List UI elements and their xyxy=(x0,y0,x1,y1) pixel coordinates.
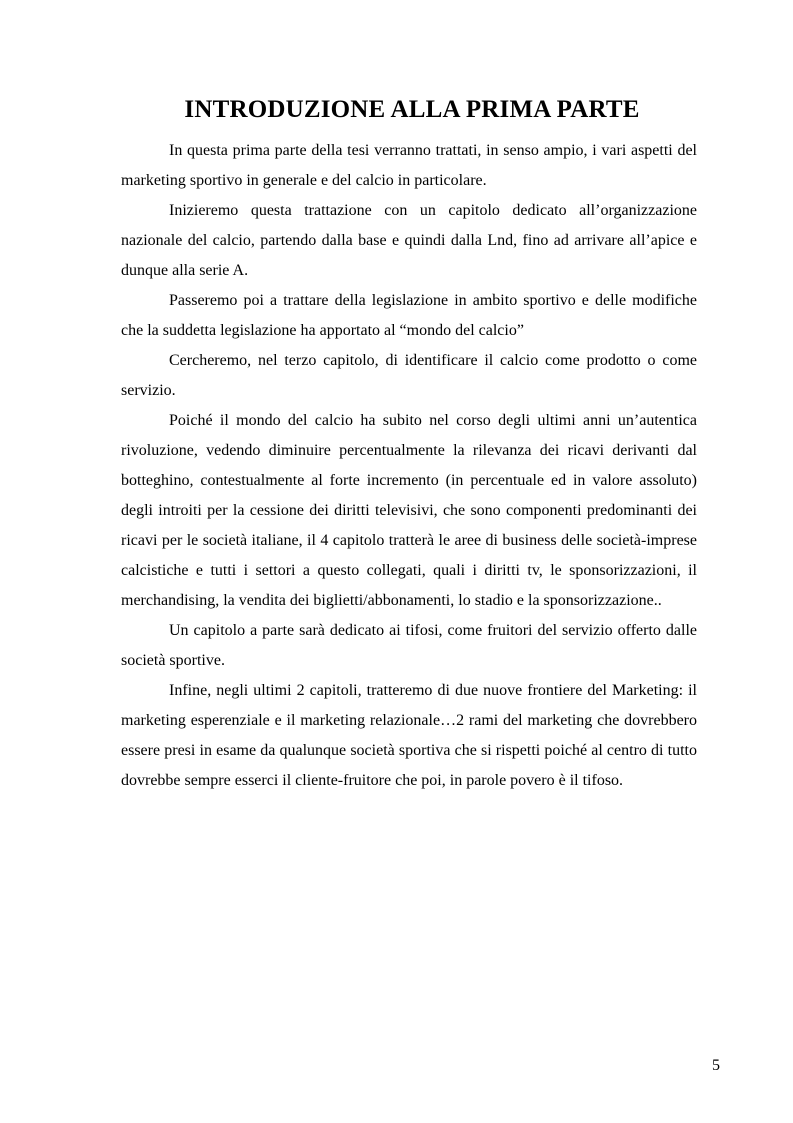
paragraph: Cercheremo, nel terzo capitolo, di identificare il calcio come prodotto o come servizio. xyxy=(121,352,697,399)
paragraph: Passeremo poi a trattare della legislazione in ambito sportivo e delle modifiche che la suddetta legislazione ha apportato al “mondo del calcio” xyxy=(121,292,697,339)
page-title: INTRODUZIONE ALLA PRIMA PARTE xyxy=(184,96,640,123)
paragraph: Un capitolo a parte sarà dedicato ai tifosi, come fruitori del servizio offerto dalle società sportive. xyxy=(121,622,697,669)
paragraph: Infine, negli ultimi 2 capitoli, tratteremo di due nuove frontiere del Marketing: il marketing esperenziale e il marketing relazionale…2 rami del marketing che dovrebbero essere presi in esame da qualunque società sportiva che si rispetti poiché al centro di tutto dovrebbe sempre esserci il cliente-fruitore che poi, in parole povero è il tifoso. xyxy=(121,682,697,789)
paragraph: Poiché il mondo del calcio ha subito nel corso degli ultimi anni un’autentica rivoluzione, vedendo diminuire percentualmente la rilevanza dei ricavi derivanti dal botteghino, contestualmente al forte incremento (in percentuale ed in valore assoluto) degli introiti per la cessione dei diritti televisivi, che sono componenti predominanti dei ricavi per le società italiane, il 4 capitolo tratterà le aree di business delle società-imprese calcistiche e tutti i settori a questo collegati, quali i diritti tv, le sponsorizzazioni, il merchandising, la vendita dei biglietti/abbonamenti, lo stadio e la sponsorizzazione.. xyxy=(121,412,697,609)
page-number: 5 xyxy=(712,1057,720,1074)
body-text xyxy=(121,136,697,796)
paragraph: Inizieremo questa trattazione con un capitolo dedicato all’organizzazione nazionale del calcio, partendo dalla base e quindi dalla Lnd, fino ad arrivare all’apice e dunque alla serie A. xyxy=(121,202,697,279)
paragraph: In questa prima parte della tesi verranno trattati, in senso ampio, i vari aspetti del marketing sportivo in generale e del calcio in particolare. xyxy=(121,142,697,189)
